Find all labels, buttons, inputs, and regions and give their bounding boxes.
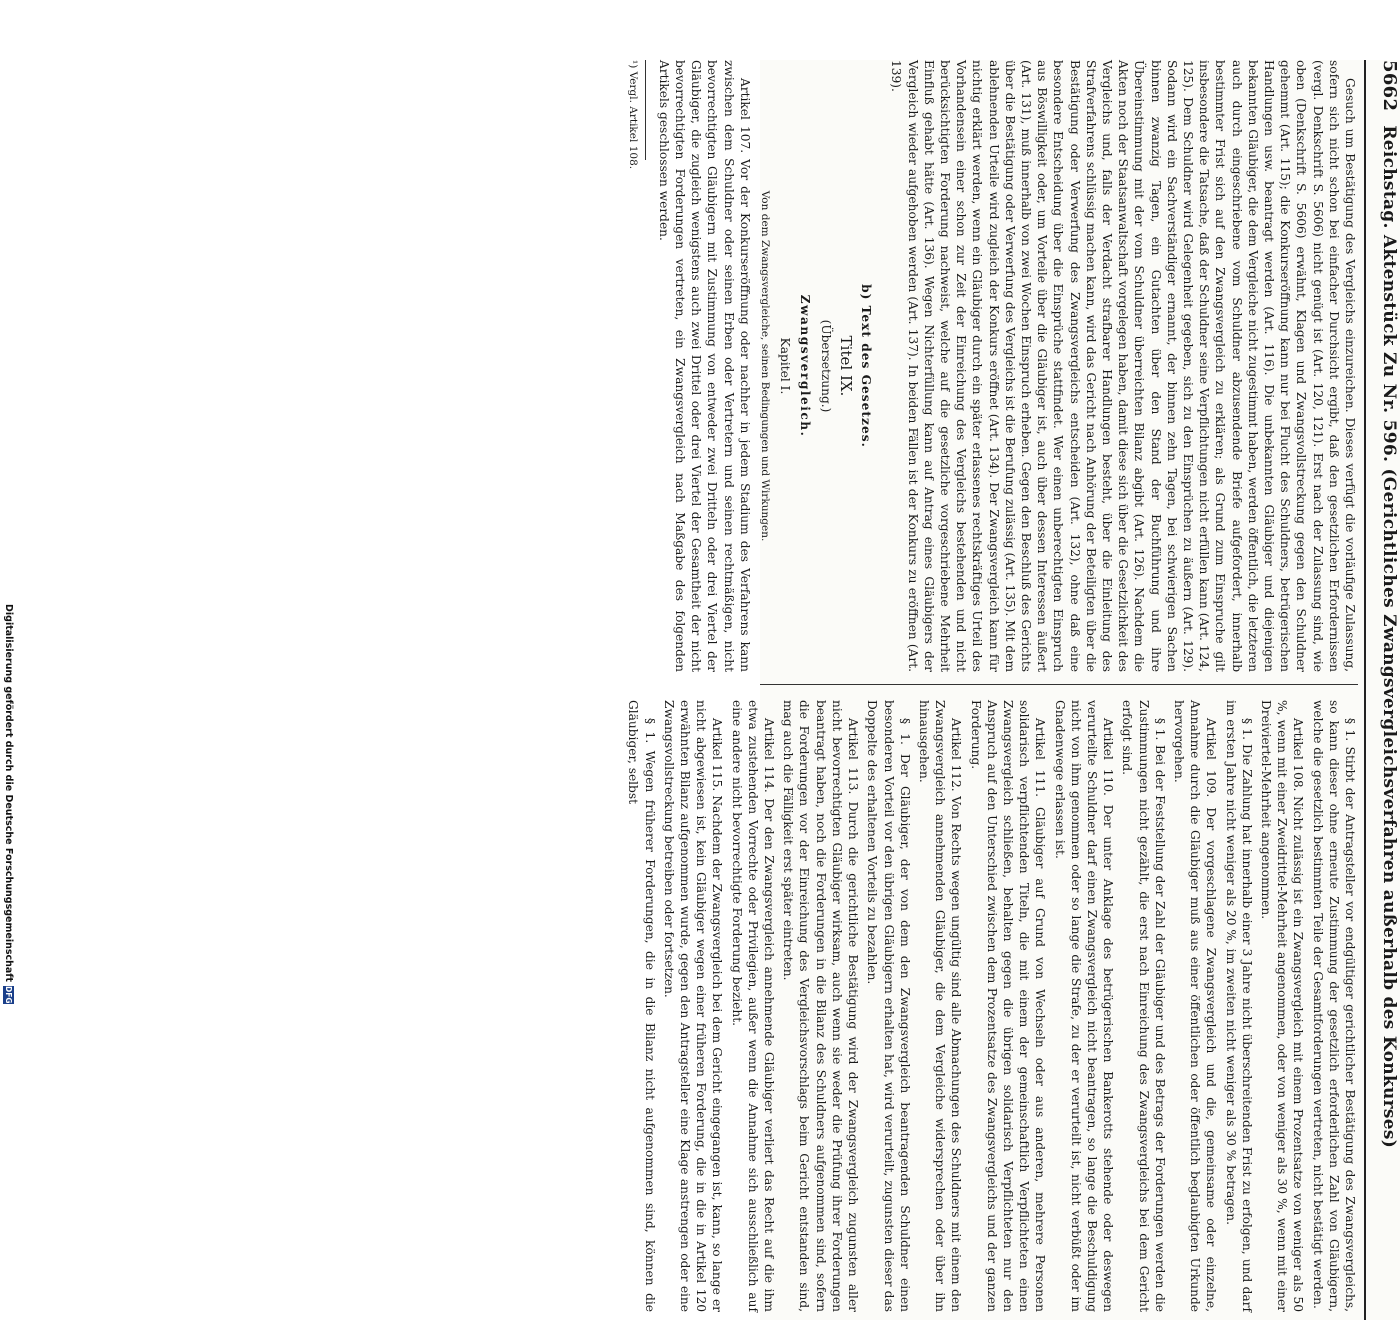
paragraph: Gesuch um Bestätigung des Vergleichs einzureichen. Dieses verfügt die vorläufige Zulassung, sofern sich nicht schon bei einfacher Durchsicht ergibt, daß den gesetzlichen Erfordernissen (vergl. Denkschrift S. 5606) nicht genügt ist (Art. 120, 121). Erst nach der Zulassung sind, wie oben (Denkschrift S. 5606) erwähnt, Klagen und Zwangsvollstreckung gegen den Schuldner gehemmt (Art. 115); die Konkurseröffnung kann nur bei Flucht des Schuldners, betrügerischen Handlungen usw. beantragt werden (Art. 116). Die unbekannten Gläubiger und diejenigen bekannten Gläubiger, die dem Vergleiche nicht zugestimmt haben, werden öffentlich, die letzteren auch durch eingeschriebene vom Schuldner abzusendende Briefe aufgefordert, innerhalb bestimmter Frist sich auf den Zwangsvergleich zu erklären; als Grund zum Einspruche gilt insbesondere die Tatsache, daß der Schuldner seine Verpflichtungen nicht erfüllen kann (Art. 124, 125). Dem Schuldner wird Gelegenheit gegeben, sich zu den Einsprüchen zu äußern (Art. 129). Sodann wird ein Sachverständiger ernannt, der binnen zehn Tagen, bei schwierigen Sachen binnen zwanzig Tagen, ein Gutachten über den Stand der Buchführung und ihre Übereinstimmung mit der vom Schuldner überreichten Bilanz abgibt (Art. 126). Nachdem die Akten noch der Staatsanwaltschaft vorgelegen haben, damit diese sich über die Gesetzlichkeit des Vergleichs und, falls der Verdacht strafbarer Handlungen besteht, über die Einleitung des Strafverfahrens schlüssig machen kann, wird das Gericht nach Anhörung der Beteiligten über die Bestätigung oder Verwerfung des Zwangsvergleichs entscheiden (Art. 132), ohne daß eine besondere Entscheidung über die Einsprüche stattfindet. Wer einen unberechtigten Einspruch aus Böswilligkeit oder, um Vorteile über die Gläubiger ist, auch über dessen Interessen äußert (Art. 131), muß innerhalb von zwei Wochen Einspruch erheben. Gegen den Beschluß des Gerichts über die Bestätigung oder Verwerfung des Vergleichs ist die Berufung zulässig (Art. 135). Mit dem ablehnenden Urteile wird zugleich der Konkurs eröffnet (Art. 134). Der Zwangsvergleich kann für nichtig erklärt werden, wenn ein Gläubiger durch ein später erlassenes rechtskräftiges Urteil des Vorhandensein einer schon zur Zeit der Einreichung des Vergleichs bestehenden und nicht berücksichtigten Forderung nachweist, welche auf die gesetzliche vorgeschriebene Mehrheit Einfluß gehabt hätte (Art. 136). Wegen Nichterfüllung kann auf Antrag eines Gläubigers der Vergleich wieder aufgehoben werden (Art. 137). In beiden Fällen ist der Konkurs zu eröffnen (Art. 139). [889, 60, 1357, 672]
right-column [626, 700, 1358, 1312]
left-column [626, 60, 1358, 672]
paragraph: Artikel 114. Der den Zwangsvergleich annehmende Gläubiger verliert das Recht auf die ihm etwa zustehenden Vorrechte oder Privilegien, außer wenn die Annahme sich ausschließlich auf eine andere nicht bevorrechtigte Forderung bezieht. [729, 700, 777, 1312]
title-subheading: (Übersetzung.) [818, 319, 833, 413]
paragraph: § 1. Der Gläubiger, der von dem den Zwangsvergleich beantragenden Schuldner einen besonderen Vorteil vor den übrigen Gläubigern erhalten hat, wird verurteilt, zugunsten dieser das Doppelte des erhaltenen Vorteils zu bezahlen. [865, 700, 912, 1312]
zwangsvergleich-heading: Zwangsvergleich. [798, 294, 813, 438]
paragraph: § 1. Stirbt der Antragsteller vor endgültiger gerichtlicher Bestätigung des Zwangsvergleichs, so kann dieser ohne erneute Zustimmung der gesetzlich erforderlichen Zahl von Gläubigern, welche die gesetzlich bestimmten Teile der Gesamtforderungen vertreten, nicht bestätigt werden. [1310, 700, 1357, 1312]
footnote: ¹) Vergl. Artikel 108. [626, 60, 639, 170]
column-divider [760, 684, 1358, 685]
paragraph: Artikel 115. Nachdem der Zwangsvergleich bei dem Gericht eingegangen ist, kann, so lange er nicht abgewiesen ist, kein Gläubiger wegen einer früheren Forderung, die in die in Artikel 120 erwähnten Bilanz aufgenommen wurde, gegen den Antragsteller eine Klage anstrengen oder eine Zwangsvollstreckung betreiben oder fortsetzen. [661, 700, 725, 1312]
title-heading: Titel IX. [836, 335, 855, 397]
page-number: 5662 [1379, 60, 1400, 112]
paragraph: Artikel 111. Gläubiger auf Grund von Wechseln oder aus anderen, mehrere Personen solidarisch verpflichtenden Titeln, die mit einem der gemeinschaftlich Verpflichteten einen Zwangsvergleich schließen, behalten gegen die übrigen solidarisch Verpflichteten nur den Anspruch auf den Unterschied zwischen dem Prozentsatze des Zwangsvergleichs und der ganzen Forderung. [968, 700, 1048, 1312]
paragraph: Artikel 113. Durch die gerichtliche Bestätigung wird der Zwangsvergleich zugunsten aller nicht bevorrechtigten Gläubiger wirksam, auch wenn sie weder die Prüfung ihrer Forderungen beantragt haben, noch die Forderungen in die Bilanz des Schuldners aufgenommen sind, sofern die Forderungen vor der Einreichung des Vergleichsvorschlags beim Gericht entstanden sind, mag auch die Fälligkeit erst später eintreten. [781, 700, 861, 1312]
paragraph: Artikel 110. Der unter Anklage des betrügerischen Bankerotts stehende oder deswegen verurteilte Schuldner darf einen Zwangsvergleich nicht beantragen, so lange die Beschuldigung nicht von ihm genommen oder so lange die Strafe, zu der er verurteilt ist, nicht verbüßt oder im Gnadenwege erlassen ist. [1052, 700, 1116, 1312]
paragraph: § 1. Wegen früherer Forderungen, die in die Bilanz nicht aufgenommen sind, können die Gläubiger, selbst [626, 700, 657, 1312]
paragraph: § 1. Bei der Feststellung der Zahl der Gläubiger und des Betrags der Forderungen werden die Zustimmungen nicht gezählt, die erst nach Einreichung des Zwangsvergleichs bei dem Gericht erfolgt sind. [1120, 700, 1167, 1312]
digitization-credit [2, 604, 16, 1004]
section-heading: b) Text des Gesetzes. [859, 284, 874, 448]
page-title: Reichstag. Aktenstück Zu Nr. 596. (Gerichtliches Zwangsvergleichsverfahren außerhalb des Konkurses) [1379, 125, 1399, 1149]
paragraph: Artikel 109. Der vorgeschlagene Zwangsvergleich und die, gemeinsame oder einzelne, Annahme durch die Gläubiger muß aus einer öffentlichen oder öffentlich beglaubigten Urkunde hervorgehen. [1171, 700, 1219, 1312]
credit-text: Digitalisierung gefördert durch die Deutsche Forschungsgemeinschaft [3, 604, 15, 982]
paragraph: Artikel 112. Von Rechts wegen ungültig sind alle Abmachungen des Schuldners mit einem den Zwangsvergleich annehmenden Gläubiger, die dem Vergleiche widersprechen oder über ihn hinausgehen. [916, 700, 964, 1312]
kapitel-heading: Kapitel I. [778, 337, 793, 395]
artikel-paragraph: Artikel 107. Vor der Konkurseröffnung oder nachher in jedem Stadium des Verfahrens kann zwischen dem Schuldner oder seinen Erben oder Vertretern und seinen rechtmäßigen, nicht bevorrechtigten Gläubigern mit Zustimmung von entweder zwei Dritteln oder drei Viertel der Gläubiger, die zugleich wenigstens auch zwei Drittel oder drei Viertel der Gesamtheit der nicht bevorrechtigten Forderungen vertreten, ein Zwangsvergleich nach Maßgabe des folgenden Artikels geschlossen werden. [656, 60, 752, 672]
page-header [1364, 60, 1400, 1320]
footnote-divider [645, 60, 646, 160]
paragraph: § 1. Die Zahlung hat innerhalb einer 3 Jahre nicht überschreitenden Frist zu erfolgen, und darf im ersten Jahre nicht weniger als 20 %, im zweiten nicht weniger als 30 % betragen. [1223, 700, 1254, 1312]
document-page [626, 60, 1400, 1320]
kapitel-subheading: Von dem Zwangsvergleiche, seinen Bedingungen und Wirkungen. [759, 190, 772, 542]
paragraph: Artikel 108. Nicht zulässig ist ein Zwangsvergleich mit einem Prozentsatze von weniger als 50 %, wenn mit einer Zweidrittel-Mehrheit angenommen, oder von weniger als 30 %, wenn mit einer Dreiviertel-Mehrheit angenommen. [1258, 700, 1306, 1312]
dfg-logo-icon: DFG [4, 985, 14, 1004]
